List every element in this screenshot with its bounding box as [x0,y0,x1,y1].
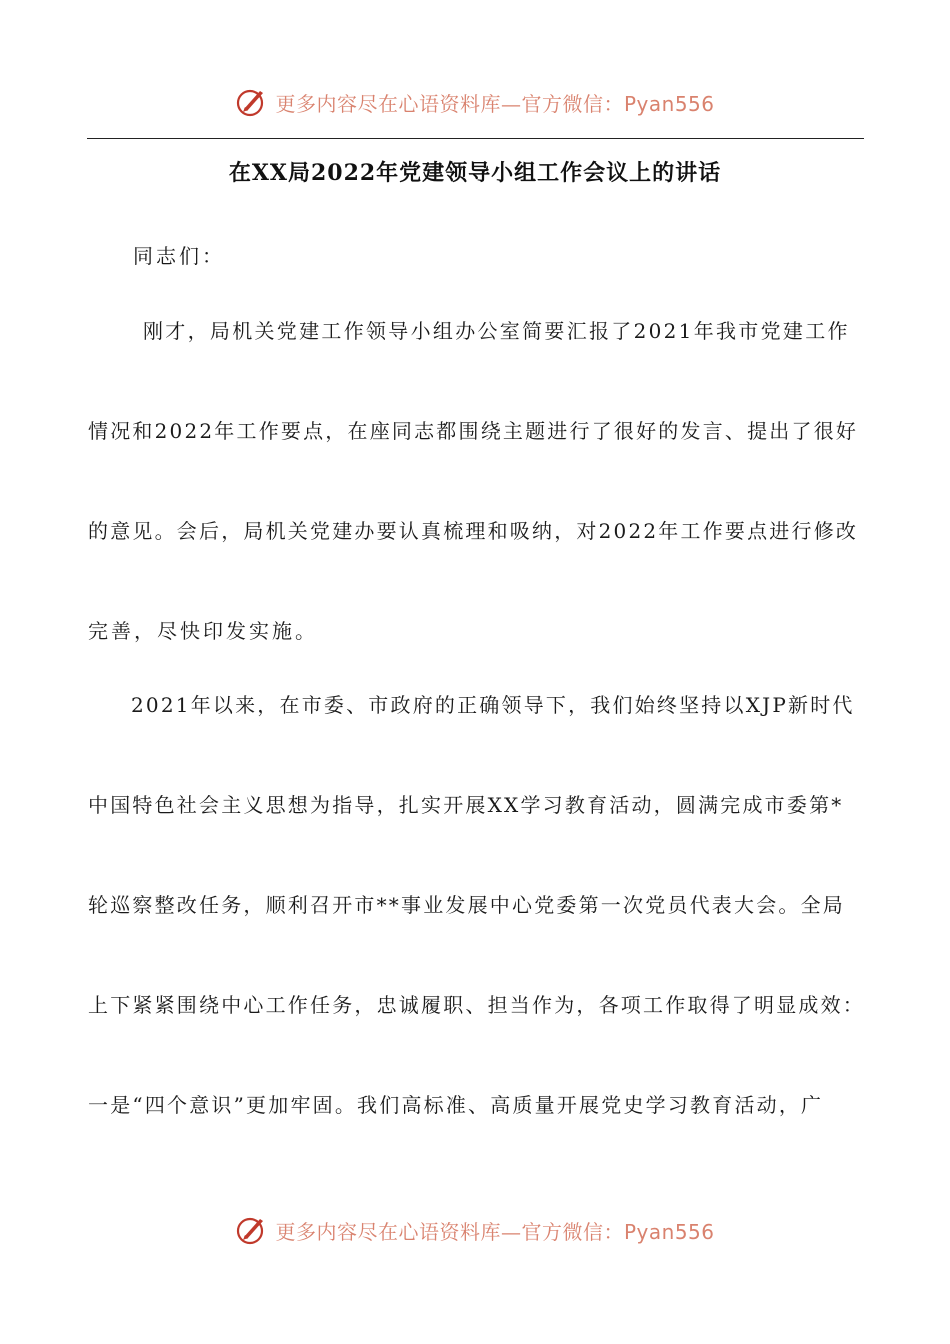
header-banner-wechat-id: Pyan556 [623,91,715,116]
body-line-7: 轮巡察整改任务，顺利召开市**事业发展中心党委第一次党员代表大会。全局 [88,893,845,917]
quill-pen-circle-icon [235,85,269,119]
footer-banner [0,1210,950,1250]
body-line-5: 2021年以来，在市委、市政府的正确领导下，我们始终坚持以XJP新时代 [131,693,855,717]
footer-banner-cn: 更多内容尽在心语资料库—官方微信： [275,1219,624,1244]
document-title: 在XX局2022年党建领导小组工作会议上的讲话 [228,160,722,186]
quill-pen-circle-icon [235,1213,269,1247]
header-banner [0,82,950,122]
body-line-8: 上下紧紧围绕中心工作任务，忠诚履职、担当作为，各项工作取得了明显成效： [88,993,865,1017]
body-line-4: 完善，尽快印发实施。 [88,619,318,643]
body-line-9: 一是“四个意识”更加牢固。我们高标准、高质量开展党史学习教育活动，广 [88,1093,824,1117]
body-line-2: 情况和2022年工作要点，在座同志都围绕主题进行了很好的发言、提出了很好 [88,419,859,443]
body-line-6: 中国特色社会主义思想为指导，扎实开展XX学习教育活动，圆满完成市委第* [88,793,844,817]
body-line-1: 刚才，局机关党建工作领导小组办公室简要汇报了2021年我市党建工作 [143,319,850,343]
footer-banner-wechat-id: Pyan556 [623,1219,715,1244]
header-banner-cn: 更多内容尽在心语资料库—官方微信： [275,91,624,116]
header-rule [87,138,864,139]
header-banner-text [275,88,714,117]
body-line-3: 的意见。会后，局机关党建办要认真梳理和吸纳，对2022年工作要点进行修改 [88,519,859,543]
footer-banner-text [275,1216,714,1245]
salutation-line: 同志们： [133,244,225,268]
